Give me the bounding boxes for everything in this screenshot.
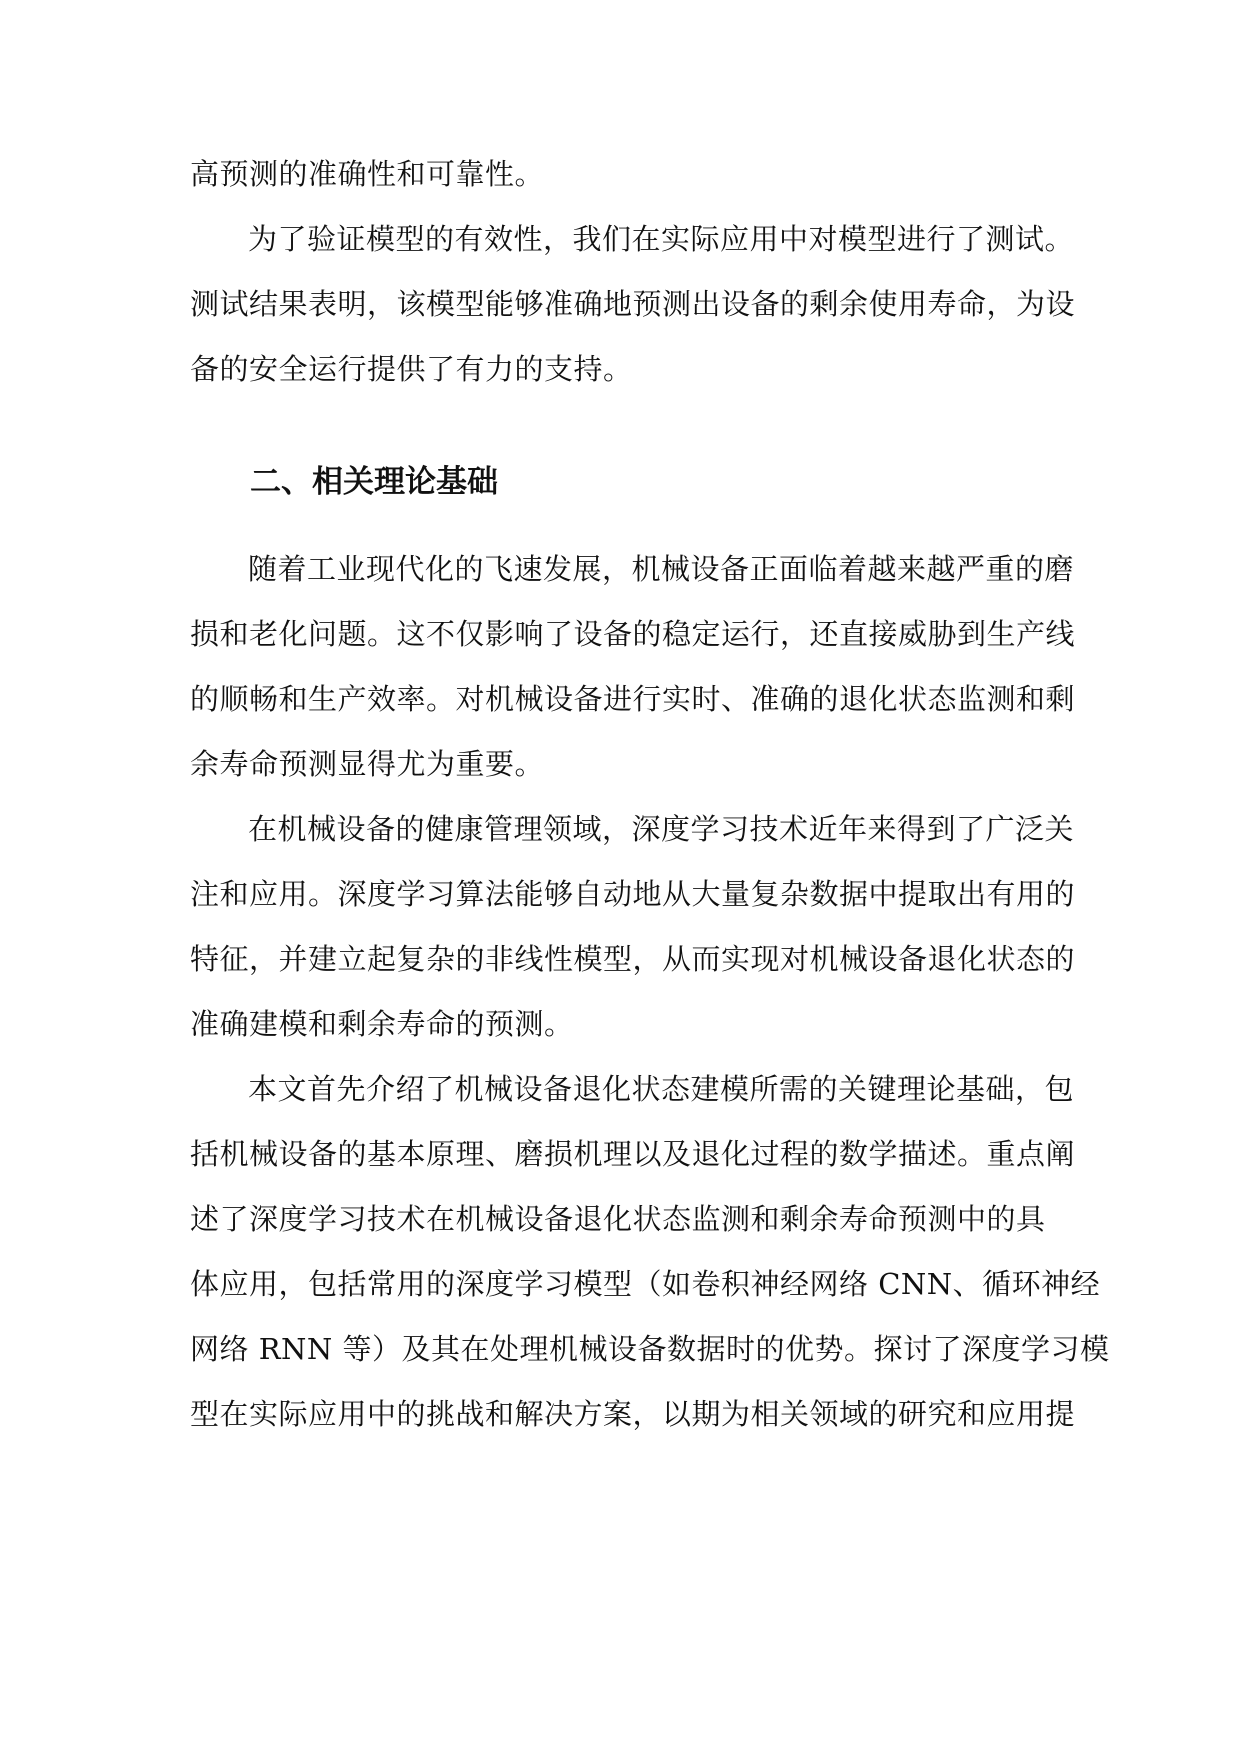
text-line: 体应用，包括常用的深度学习模型（如卷积神经网络 CNN、循环神经 bbox=[190, 1267, 1101, 1301]
paragraph bbox=[190, 207, 1076, 402]
text-line: 括机械设备的基本原理、磨损机理以及退化过程的数学描述。重点阐 bbox=[190, 1137, 1076, 1171]
text-line: 型在实际应用中的挑战和解决方案，以期为相关领域的研究和应用提 bbox=[190, 1397, 1076, 1431]
text-line: 的顺畅和生产效率。对机械设备进行实时、准确的退化状态监测和剩 bbox=[190, 682, 1076, 716]
paragraph bbox=[190, 537, 1076, 797]
text-line: 注和应用。深度学习算法能够自动地从大量复杂数据中提取出有用的 bbox=[190, 877, 1076, 911]
section-heading: 二、相关理论基础 bbox=[250, 464, 498, 500]
text-line: 随着工业现代化的飞速发展，机械设备正面临着越来越严重的磨 bbox=[248, 552, 1075, 586]
page-content bbox=[190, 142, 1110, 1447]
paragraph bbox=[190, 1057, 1110, 1447]
text-line: 测试结果表明，该模型能够准确地预测出设备的剩余使用寿命，为设 bbox=[190, 287, 1076, 321]
text-line: 准确建模和剩余寿命的预测。 bbox=[190, 1007, 574, 1041]
text-line: 余寿命预测显得尤为重要。 bbox=[190, 747, 545, 781]
text-line: 为了验证模型的有效性，我们在实际应用中对模型进行了测试。 bbox=[248, 222, 1075, 256]
text-line: 备的安全运行提供了有力的支持。 bbox=[190, 352, 633, 386]
text-line: 高预测的准确性和可靠性。 bbox=[190, 157, 545, 191]
text-line: 特征，并建立起复杂的非线性模型，从而实现对机械设备退化状态的 bbox=[190, 942, 1076, 976]
text-line: 网络 RNN 等）及其在处理机械设备数据时的优势。探讨了深度学习模 bbox=[190, 1332, 1110, 1366]
text-line: 在机械设备的健康管理领域，深度学习技术近年来得到了广泛关 bbox=[248, 812, 1075, 846]
text-line: 述了深度学习技术在机械设备退化状态监测和剩余寿命预测中的具 bbox=[190, 1202, 1046, 1236]
paragraph bbox=[190, 142, 1060, 207]
text-line: 损和老化问题。这不仅影响了设备的稳定运行，还直接威胁到生产线 bbox=[190, 617, 1076, 651]
paragraph bbox=[190, 797, 1076, 1057]
text-line: 本文首先介绍了机械设备退化状态建模所需的关键理论基础，包 bbox=[248, 1072, 1075, 1106]
